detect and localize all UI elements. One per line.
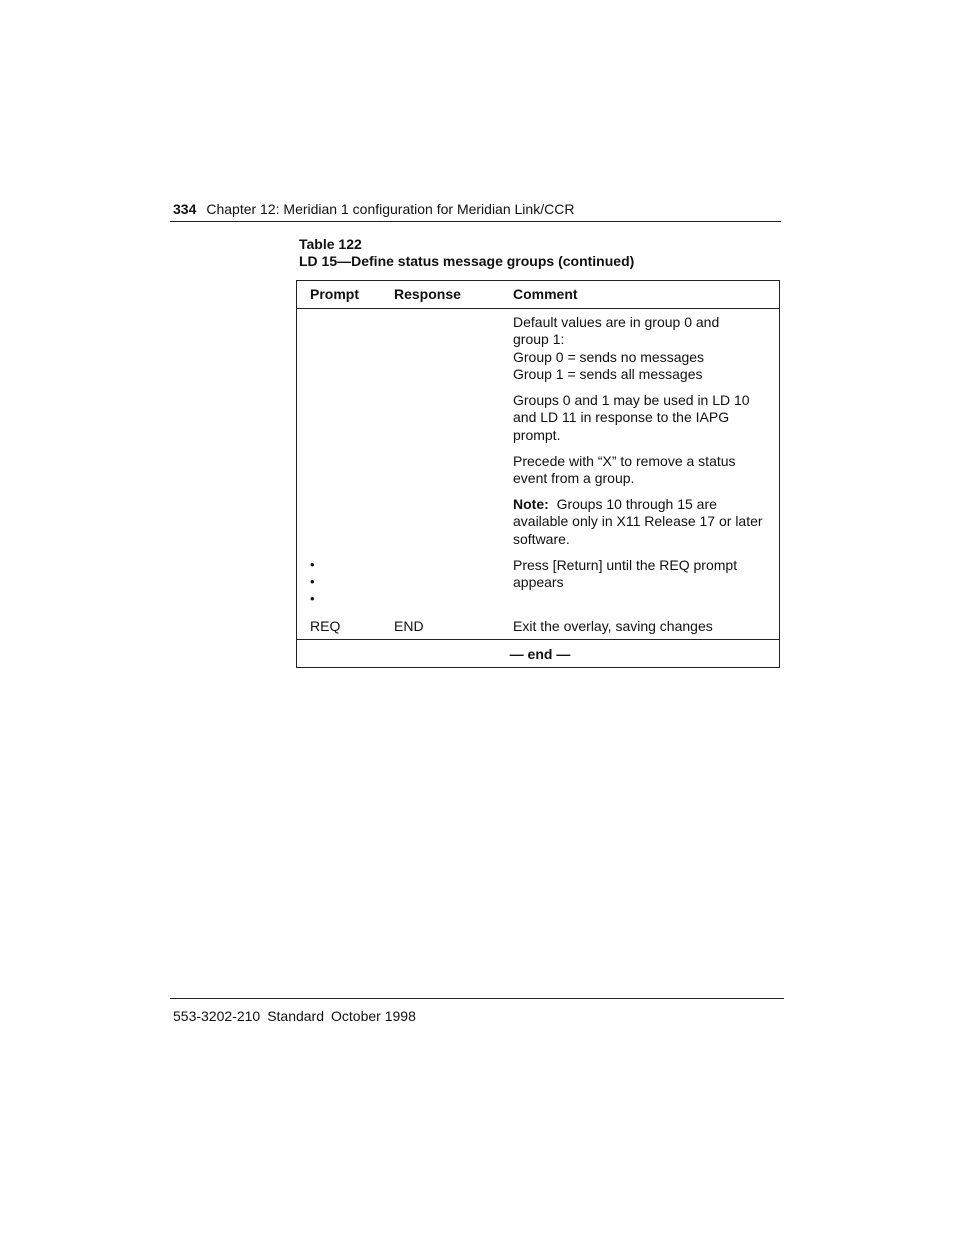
req-prompt: REQ xyxy=(310,618,341,634)
comment-line: Groups 0 and 1 may be used in LD 10 xyxy=(513,392,750,408)
table-title: LD 15—Define status message groups (continued) xyxy=(299,253,635,269)
column-header-response: Response xyxy=(394,286,461,302)
chapter-title: Chapter 12: Meridian 1 configuration for Meridian Link/CCR xyxy=(206,201,575,217)
bullet: • xyxy=(310,574,315,589)
ld15-table xyxy=(296,280,780,668)
comment-press-return xyxy=(513,557,773,592)
table-caption xyxy=(299,236,634,270)
comment-line: available only in X11 Release 17 or later xyxy=(513,513,763,530)
running-header xyxy=(173,200,780,220)
comment-note xyxy=(513,496,773,548)
column-header-prompt: Prompt xyxy=(310,286,359,302)
running-footer xyxy=(173,1007,423,1025)
table-header-row xyxy=(297,281,779,309)
comment-line: Precede with “X” to remove a status xyxy=(513,453,736,469)
comment-line: and LD 11 in response to the IAPG xyxy=(513,409,730,426)
comment-line: prompt. xyxy=(513,426,561,443)
doc-number: 553-3202-210 xyxy=(173,1008,261,1024)
note-label: Note: xyxy=(513,496,549,512)
table-end-label: — end — xyxy=(509,646,571,662)
bullet: • xyxy=(310,591,315,606)
req-response: END xyxy=(394,618,424,634)
comment-line: event from a group. xyxy=(513,470,635,487)
comment-line: Group 0 = sends no messages xyxy=(513,348,705,365)
comment-line: software. xyxy=(513,530,570,547)
footer-divider xyxy=(170,998,784,999)
comment-line: group 1: xyxy=(513,331,565,348)
bullet: • xyxy=(310,557,315,572)
doc-status: Standard xyxy=(267,1008,325,1024)
comment-line: Press [Return] until the REQ prompt xyxy=(513,557,738,573)
column-header-comment: Comment xyxy=(513,286,578,302)
table-number: Table 122 xyxy=(299,236,362,252)
comment-line: appears xyxy=(513,574,564,591)
end-divider xyxy=(297,639,779,640)
comment-line xyxy=(513,496,773,513)
page-number: 334 xyxy=(173,201,197,217)
comment-precede-x xyxy=(513,453,773,488)
comment-groups-usage xyxy=(513,392,773,444)
comment-default-values xyxy=(513,314,773,383)
note-text: Groups 10 through 15 are xyxy=(556,496,717,512)
comment-line: Default values are in group 0 and xyxy=(513,314,720,330)
header-divider xyxy=(170,221,781,222)
comment-line: Group 1 = sends all messages xyxy=(513,365,703,382)
doc-date: October 1998 xyxy=(331,1008,416,1024)
req-comment: Exit the overlay, saving changes xyxy=(513,618,713,634)
